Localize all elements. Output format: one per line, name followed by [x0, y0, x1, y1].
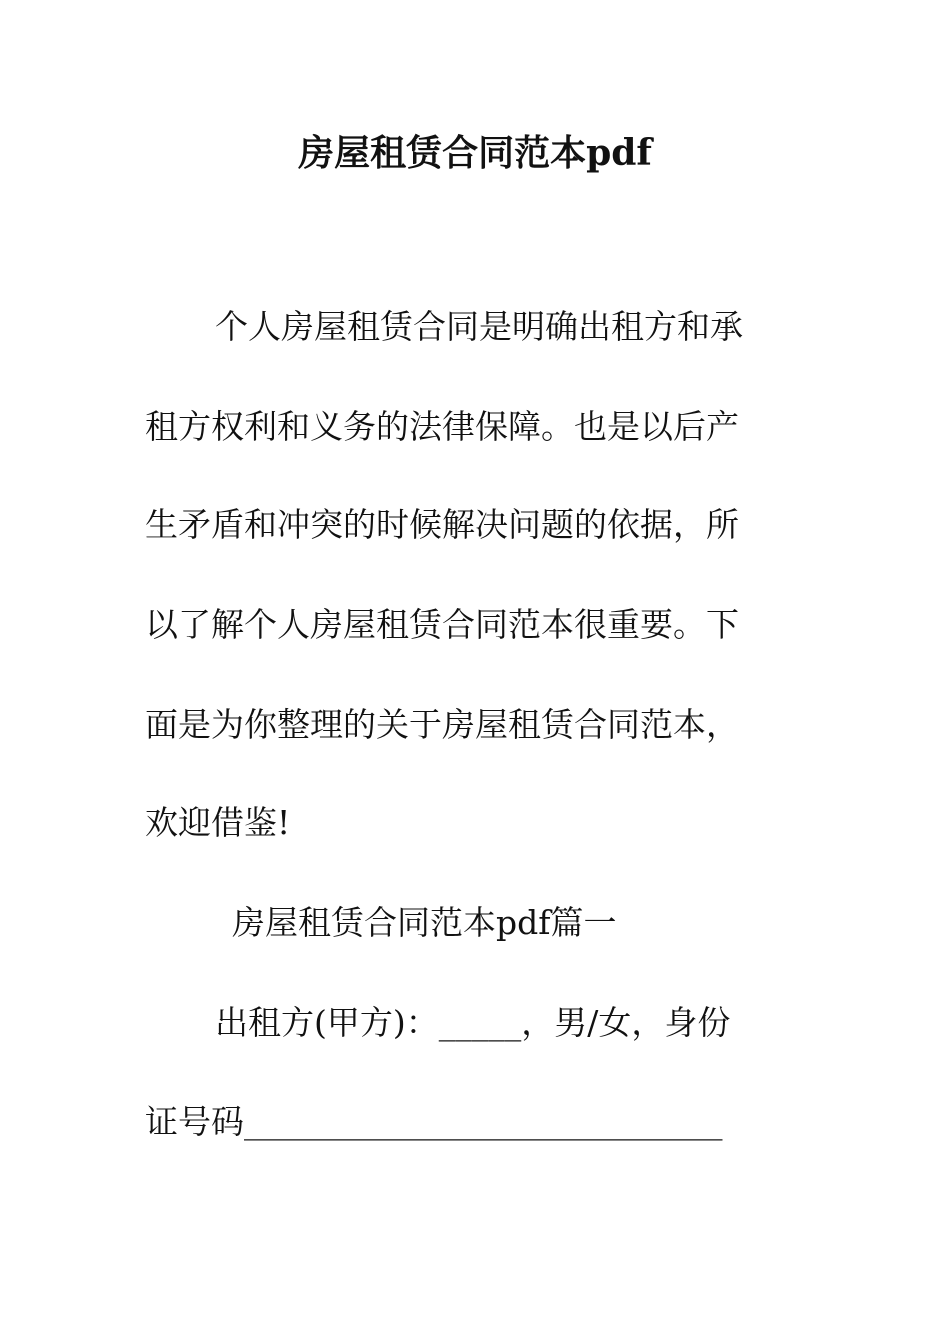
intro-line-2: 租方权利和义务的法律保障。也是以后产	[145, 407, 739, 446]
intro-line-6: 欢迎借鉴!	[145, 803, 291, 842]
intro-line-5: 面是为你整理的关于房屋租赁合同范本，	[145, 705, 739, 744]
intro-line-3: 生矛盾和冲突的时候解决问题的依据，所	[145, 505, 739, 544]
document-title: 房屋租赁合同范本pdf	[298, 132, 652, 174]
id-number-line: 证号码_____________________________	[145, 1102, 723, 1141]
intro-line-1: 个人房屋租赁合同是明确出租方和承	[215, 307, 743, 346]
lessor-line: 出租方(甲方)：_____，男/女，身份	[215, 1003, 731, 1042]
intro-line-4: 以了解个人房屋租赁合同范本很重要。下	[145, 605, 739, 644]
section-title: 房屋租赁合同范本pdf篇一	[232, 903, 617, 942]
